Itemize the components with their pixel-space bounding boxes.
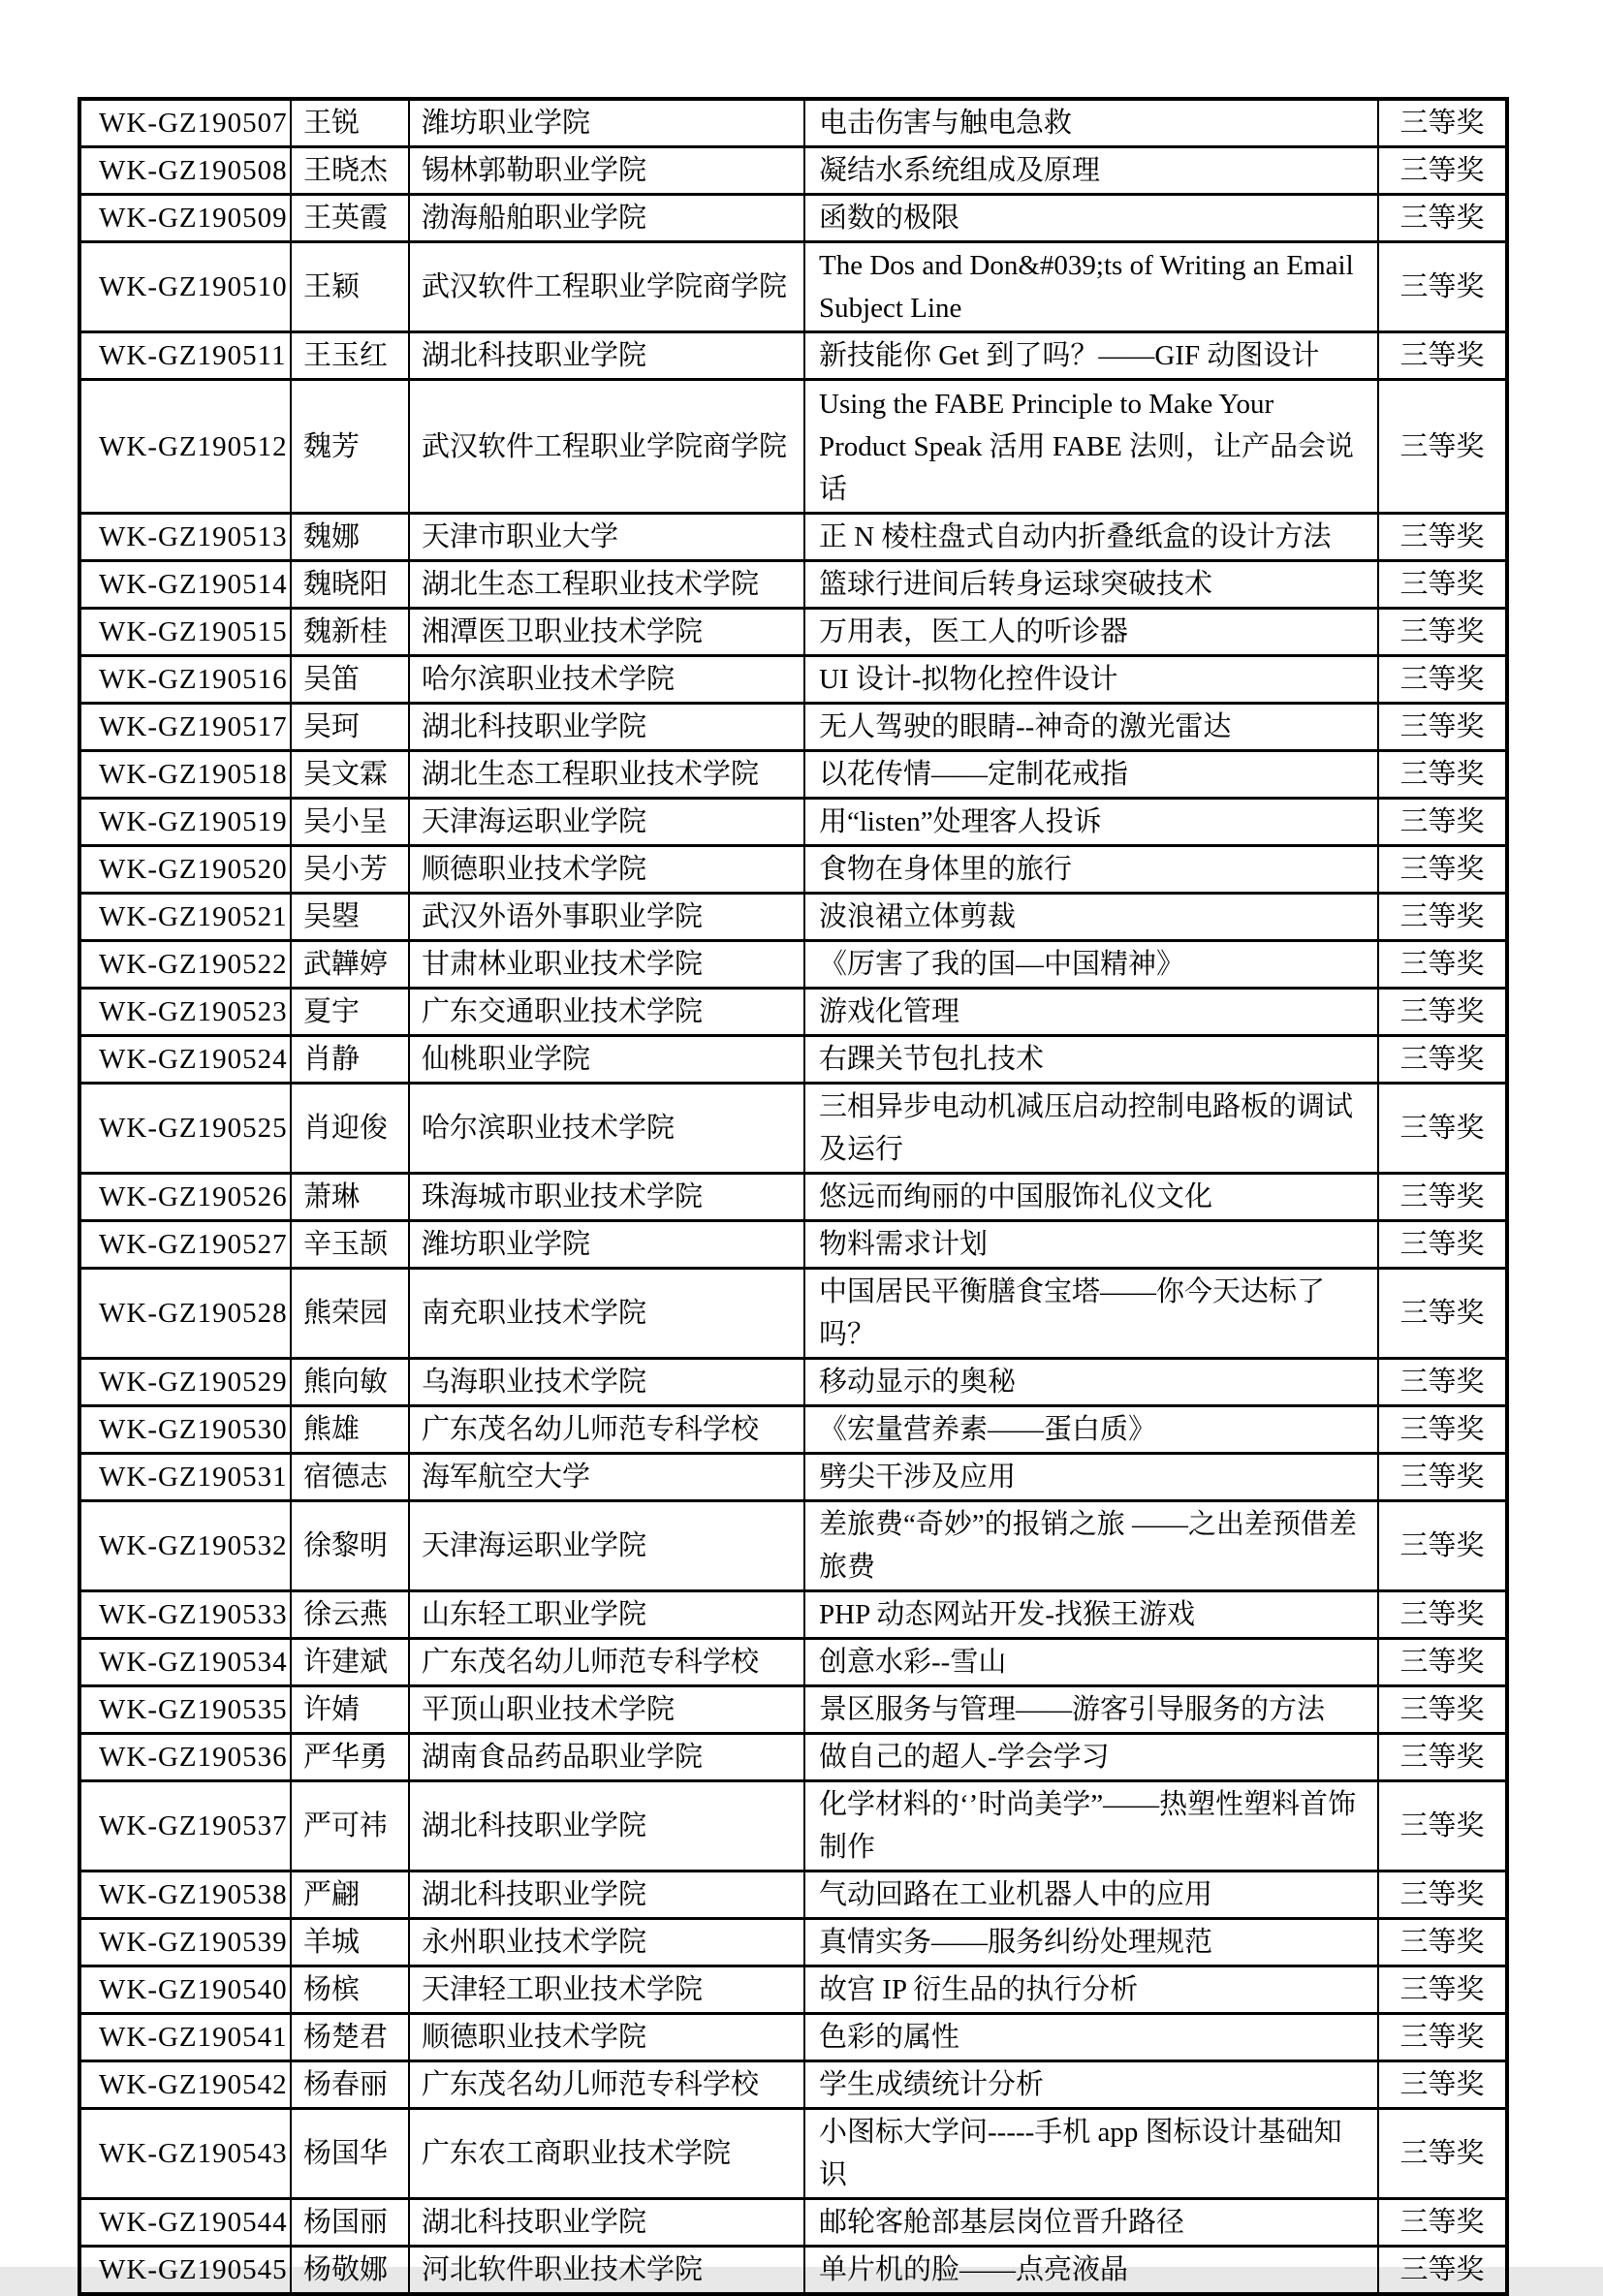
institution-cell: 湖北科技职业学院 [409, 332, 804, 380]
institution-cell: 甘肃林业职业技术学院 [409, 941, 804, 989]
institution-cell: 广东交通职业技术学院 [409, 989, 804, 1036]
institution-cell: 哈尔滨职业技术学院 [409, 656, 804, 704]
award-cell: 三等奖 [1378, 1734, 1507, 1781]
entry-id-cell: WK-GZ190533 [79, 1591, 291, 1639]
entry-id-cell: WK-GZ190534 [79, 1639, 291, 1686]
institution-cell: 珠海城市职业技术学院 [409, 1174, 804, 1221]
name-cell: 吴小呈 [291, 799, 409, 846]
entry-id-cell: WK-GZ190543 [79, 2109, 291, 2199]
name-cell: 许婧 [291, 1686, 409, 1734]
award-cell: 三等奖 [1378, 242, 1507, 332]
table-row [79, 1734, 1507, 1781]
table-row [79, 1174, 1507, 1221]
work-title-cell: 故宫 IP 衍生品的执行分析 [804, 1966, 1378, 2014]
name-cell: 吴曌 [291, 894, 409, 941]
award-cell: 三等奖 [1378, 1269, 1507, 1359]
institution-cell: 渤海船舶职业学院 [409, 195, 804, 242]
award-cell: 三等奖 [1378, 656, 1507, 704]
award-cell: 三等奖 [1378, 2061, 1507, 2109]
name-cell: 杨国华 [291, 2109, 409, 2199]
name-cell: 杨楚君 [291, 2014, 409, 2061]
institution-cell: 湖北科技职业学院 [409, 1781, 804, 1871]
entry-id-cell: WK-GZ190525 [79, 1084, 291, 1174]
entry-id-cell: WK-GZ190510 [79, 242, 291, 332]
work-title-cell: 篮球行进间后转身运球突破技术 [804, 561, 1378, 609]
institution-cell: 广东茂名幼儿师范专科学校 [409, 2061, 804, 2109]
institution-cell: 南充职业技术学院 [409, 1269, 804, 1359]
award-cell: 三等奖 [1378, 2247, 1507, 2295]
table-row [79, 609, 1507, 656]
name-cell: 宿德志 [291, 1454, 409, 1501]
work-title-cell: 万用表，医工人的听诊器 [804, 609, 1378, 656]
work-title-cell: 学生成绩统计分析 [804, 2061, 1378, 2109]
institution-cell: 湘潭医卫职业技术学院 [409, 609, 804, 656]
institution-cell: 锡林郭勒职业学院 [409, 147, 804, 195]
entry-id-cell: WK-GZ190522 [79, 941, 291, 989]
table-row [79, 2247, 1507, 2295]
institution-cell: 湖北生态工程职业技术学院 [409, 751, 804, 799]
work-title-cell: 食物在身体里的旅行 [804, 846, 1378, 894]
entry-id-cell: WK-GZ190518 [79, 751, 291, 799]
name-cell: 吴珂 [291, 704, 409, 751]
table-row [79, 561, 1507, 609]
work-title-cell: 用“listen”处理客人投诉 [804, 799, 1378, 846]
work-title-cell: 函数的极限 [804, 195, 1378, 242]
work-title-cell: 凝结水系统组成及原理 [804, 147, 1378, 195]
name-cell: 王锐 [291, 99, 409, 147]
work-title-cell: 电击伤害与触电急救 [804, 99, 1378, 147]
work-title-cell: 游戏化管理 [804, 989, 1378, 1036]
table-row [79, 894, 1507, 941]
work-title-cell: The Dos and Don&#039;ts of Writing an Email Subject Line [804, 242, 1378, 332]
name-cell: 杨槟 [291, 1966, 409, 2014]
table-row [79, 1871, 1507, 1919]
institution-cell: 天津市职业大学 [409, 514, 804, 561]
institution-cell: 武汉软件工程职业学院商学院 [409, 242, 804, 332]
entry-id-cell: WK-GZ190540 [79, 1966, 291, 2014]
institution-cell: 乌海职业技术学院 [409, 1359, 804, 1406]
entry-id-cell: WK-GZ190520 [79, 846, 291, 894]
institution-cell: 湖南食品药品职业学院 [409, 1734, 804, 1781]
table-row [79, 1406, 1507, 1454]
institution-cell: 天津海运职业学院 [409, 1501, 804, 1591]
name-cell: 吴小芳 [291, 846, 409, 894]
award-cell: 三等奖 [1378, 1591, 1507, 1639]
entry-id-cell: WK-GZ190541 [79, 2014, 291, 2061]
name-cell: 夏宇 [291, 989, 409, 1036]
entry-id-cell: WK-GZ190526 [79, 1174, 291, 1221]
award-cell: 三等奖 [1378, 380, 1507, 514]
award-cell: 三等奖 [1378, 609, 1507, 656]
work-title-cell: 中国居民平衡膳食宝塔——你今天达标了吗？ [804, 1269, 1378, 1359]
institution-cell: 广东茂名幼儿师范专科学校 [409, 1406, 804, 1454]
award-cell: 三等奖 [1378, 1406, 1507, 1454]
name-cell: 杨敬娜 [291, 2247, 409, 2295]
work-title-cell: 小图标大学问-----手机 app 图标设计基础知识 [804, 2109, 1378, 2199]
work-title-cell: 悠远而绚丽的中国服饰礼仪文化 [804, 1174, 1378, 1221]
table-row [79, 1781, 1507, 1871]
institution-cell: 潍坊职业学院 [409, 99, 804, 147]
award-cell: 三等奖 [1378, 1454, 1507, 1501]
table-row [79, 1919, 1507, 1966]
entry-id-cell: WK-GZ190516 [79, 656, 291, 704]
entry-id-cell: WK-GZ190512 [79, 380, 291, 514]
work-title-cell: 劈尖干涉及应用 [804, 1454, 1378, 1501]
name-cell: 严华勇 [291, 1734, 409, 1781]
award-cell: 三等奖 [1378, 1966, 1507, 2014]
work-title-cell: 右踝关节包扎技术 [804, 1036, 1378, 1084]
table-row [79, 1084, 1507, 1174]
award-cell: 三等奖 [1378, 1871, 1507, 1919]
award-cell: 三等奖 [1378, 1221, 1507, 1269]
work-title-cell: 化学材料的‘’时尚美学”——热塑性塑料首饰制作 [804, 1781, 1378, 1871]
table-row [79, 1036, 1507, 1084]
entry-id-cell: WK-GZ190519 [79, 799, 291, 846]
award-cell: 三等奖 [1378, 1084, 1507, 1174]
entry-id-cell: WK-GZ190508 [79, 147, 291, 195]
institution-cell: 仙桃职业学院 [409, 1036, 804, 1084]
award-cell: 三等奖 [1378, 941, 1507, 989]
award-cell: 三等奖 [1378, 1501, 1507, 1591]
award-cell: 三等奖 [1378, 1781, 1507, 1871]
table-row [79, 941, 1507, 989]
entry-id-cell: WK-GZ190515 [79, 609, 291, 656]
work-title-cell: 色彩的属性 [804, 2014, 1378, 2061]
award-cell: 三等奖 [1378, 2109, 1507, 2199]
table-row [79, 332, 1507, 380]
table-row [79, 147, 1507, 195]
entry-id-cell: WK-GZ190537 [79, 1781, 291, 1871]
name-cell: 严可祎 [291, 1781, 409, 1871]
institution-cell: 天津海运职业学院 [409, 799, 804, 846]
table-row [79, 99, 1507, 147]
table-row [79, 2014, 1507, 2061]
table-row [79, 2109, 1507, 2199]
name-cell: 肖静 [291, 1036, 409, 1084]
table-row [79, 1454, 1507, 1501]
table-row [79, 195, 1507, 242]
work-title-cell: 物料需求计划 [804, 1221, 1378, 1269]
institution-cell: 永州职业技术学院 [409, 1919, 804, 1966]
award-cell: 三等奖 [1378, 751, 1507, 799]
work-title-cell: 波浪裙立体剪裁 [804, 894, 1378, 941]
award-cell: 三等奖 [1378, 2014, 1507, 2061]
institution-cell: 湖北生态工程职业技术学院 [409, 561, 804, 609]
entry-id-cell: WK-GZ190527 [79, 1221, 291, 1269]
award-cell: 三等奖 [1378, 147, 1507, 195]
institution-cell: 哈尔滨职业技术学院 [409, 1084, 804, 1174]
entry-id-cell: WK-GZ190536 [79, 1734, 291, 1781]
name-cell: 武韡婷 [291, 941, 409, 989]
name-cell: 杨春丽 [291, 2061, 409, 2109]
award-cell: 三等奖 [1378, 514, 1507, 561]
name-cell: 王晓杰 [291, 147, 409, 195]
work-title-cell: 气动回路在工业机器人中的应用 [804, 1871, 1378, 1919]
institution-cell: 广东农工商职业技术学院 [409, 2109, 804, 2199]
work-title-cell: 景区服务与管理——游客引导服务的方法 [804, 1686, 1378, 1734]
institution-cell: 顺德职业技术学院 [409, 846, 804, 894]
table-row [79, 1501, 1507, 1591]
name-cell: 王玉红 [291, 332, 409, 380]
name-cell: 严翩 [291, 1871, 409, 1919]
table-row [79, 2199, 1507, 2247]
table-row [79, 1686, 1507, 1734]
entry-id-cell: WK-GZ190507 [79, 99, 291, 147]
table-row [79, 1591, 1507, 1639]
work-title-cell: 《厉害了我的国—中国精神》 [804, 941, 1378, 989]
work-title-cell: 三相异步电动机减压启动控制电路板的调试及运行 [804, 1084, 1378, 1174]
work-title-cell: 单片机的脸——点亮液晶 [804, 2247, 1378, 2295]
work-title-cell: 以花传情——定制花戒指 [804, 751, 1378, 799]
name-cell: 王颖 [291, 242, 409, 332]
award-cell: 三等奖 [1378, 195, 1507, 242]
table-row [79, 1359, 1507, 1406]
entry-id-cell: WK-GZ190524 [79, 1036, 291, 1084]
name-cell: 辛玉颉 [291, 1221, 409, 1269]
institution-cell: 河北软件职业技术学院 [409, 2247, 804, 2295]
name-cell: 魏晓阳 [291, 561, 409, 609]
institution-cell: 山东轻工职业学院 [409, 1591, 804, 1639]
work-title-cell: 无人驾驶的眼睛--神奇的激光雷达 [804, 704, 1378, 751]
table-row [79, 514, 1507, 561]
table-row [79, 799, 1507, 846]
institution-cell: 湖北科技职业学院 [409, 2199, 804, 2247]
award-cell: 三等奖 [1378, 799, 1507, 846]
name-cell: 熊向敏 [291, 1359, 409, 1406]
award-cell: 三等奖 [1378, 1036, 1507, 1084]
institution-cell: 武汉软件工程职业学院商学院 [409, 380, 804, 514]
work-title-cell: Using the FABE Principle to Make Your Product Speak 活用 FABE 法则，让产品会说话 [804, 380, 1378, 514]
entry-id-cell: WK-GZ190530 [79, 1406, 291, 1454]
awards-table-body [79, 99, 1507, 2294]
entry-id-cell: WK-GZ190511 [79, 332, 291, 380]
name-cell: 肖迎俊 [291, 1084, 409, 1174]
award-cell: 三等奖 [1378, 99, 1507, 147]
table-row [79, 1221, 1507, 1269]
work-title-cell: 移动显示的奥秘 [804, 1359, 1378, 1406]
award-cell: 三等奖 [1378, 989, 1507, 1036]
name-cell: 徐云燕 [291, 1591, 409, 1639]
institution-cell: 天津轻工职业技术学院 [409, 1966, 804, 2014]
institution-cell: 潍坊职业学院 [409, 1221, 804, 1269]
table-row [79, 1966, 1507, 2014]
entry-id-cell: WK-GZ190542 [79, 2061, 291, 2109]
award-cell: 三等奖 [1378, 2199, 1507, 2247]
name-cell: 魏新桂 [291, 609, 409, 656]
award-cell: 三等奖 [1378, 561, 1507, 609]
award-cell: 三等奖 [1378, 1919, 1507, 1966]
entry-id-cell: WK-GZ190545 [79, 2247, 291, 2295]
institution-cell: 武汉外语外事职业学院 [409, 894, 804, 941]
entry-id-cell: WK-GZ190528 [79, 1269, 291, 1359]
name-cell: 熊荣园 [291, 1269, 409, 1359]
name-cell: 杨国丽 [291, 2199, 409, 2247]
entry-id-cell: WK-GZ190517 [79, 704, 291, 751]
institution-cell: 广东茂名幼儿师范专科学校 [409, 1639, 804, 1686]
entry-id-cell: WK-GZ190529 [79, 1359, 291, 1406]
table-row [79, 989, 1507, 1036]
award-cell: 三等奖 [1378, 846, 1507, 894]
entry-id-cell: WK-GZ190513 [79, 514, 291, 561]
name-cell: 王英霞 [291, 195, 409, 242]
institution-cell: 平顶山职业技术学院 [409, 1686, 804, 1734]
award-cell: 三等奖 [1378, 704, 1507, 751]
entry-id-cell: WK-GZ190521 [79, 894, 291, 941]
name-cell: 萧琳 [291, 1174, 409, 1221]
work-title-cell: 《宏量营养素——蛋白质》 [804, 1406, 1378, 1454]
institution-cell: 湖北科技职业学院 [409, 1871, 804, 1919]
entry-id-cell: WK-GZ190509 [79, 195, 291, 242]
work-title-cell: 新技能你 Get 到了吗？——GIF 动图设计 [804, 332, 1378, 380]
work-title-cell: PHP 动态网站开发-找猴王游戏 [804, 1591, 1378, 1639]
name-cell: 许建斌 [291, 1639, 409, 1686]
work-title-cell: 正 N 棱柱盘式自动内折叠纸盒的设计方法 [804, 514, 1378, 561]
work-title-cell: 真情实务——服务纠纷处理规范 [804, 1919, 1378, 1966]
work-title-cell: 邮轮客舱部基层岗位晋升路径 [804, 2199, 1378, 2247]
work-title-cell: 创意水彩--雪山 [804, 1639, 1378, 1686]
table-row [79, 846, 1507, 894]
table-row [79, 704, 1507, 751]
institution-cell: 海军航空大学 [409, 1454, 804, 1501]
institution-cell: 顺德职业技术学院 [409, 2014, 804, 2061]
award-cell: 三等奖 [1378, 894, 1507, 941]
award-cell: 三等奖 [1378, 1686, 1507, 1734]
work-title-cell: 做自己的超人-学会学习 [804, 1734, 1378, 1781]
name-cell: 徐黎明 [291, 1501, 409, 1591]
name-cell: 吴笛 [291, 656, 409, 704]
name-cell: 熊雄 [291, 1406, 409, 1454]
table-row [79, 751, 1507, 799]
entry-id-cell: WK-GZ190514 [79, 561, 291, 609]
award-cell: 三等奖 [1378, 1174, 1507, 1221]
name-cell: 吴文霖 [291, 751, 409, 799]
work-title-cell: 差旅费“奇妙”的报销之旅 ——之出差预借差旅费 [804, 1501, 1378, 1591]
entry-id-cell: WK-GZ190539 [79, 1919, 291, 1966]
table-row [79, 242, 1507, 332]
name-cell: 魏娜 [291, 514, 409, 561]
table-row [79, 380, 1507, 514]
table-row [79, 1639, 1507, 1686]
entry-id-cell: WK-GZ190538 [79, 1871, 291, 1919]
table-row [79, 1269, 1507, 1359]
table-row [79, 2061, 1507, 2109]
award-cell: 三等奖 [1378, 332, 1507, 380]
name-cell: 羊城 [291, 1919, 409, 1966]
awards-table [78, 97, 1509, 2296]
entry-id-cell: WK-GZ190523 [79, 989, 291, 1036]
name-cell: 魏芳 [291, 380, 409, 514]
entry-id-cell: WK-GZ190531 [79, 1454, 291, 1501]
work-title-cell: UI 设计-拟物化控件设计 [804, 656, 1378, 704]
entry-id-cell: WK-GZ190535 [79, 1686, 291, 1734]
institution-cell: 湖北科技职业学院 [409, 704, 804, 751]
award-cell: 三等奖 [1378, 1359, 1507, 1406]
table-row [79, 656, 1507, 704]
award-cell: 三等奖 [1378, 1639, 1507, 1686]
entry-id-cell: WK-GZ190532 [79, 1501, 291, 1591]
entry-id-cell: WK-GZ190544 [79, 2199, 291, 2247]
